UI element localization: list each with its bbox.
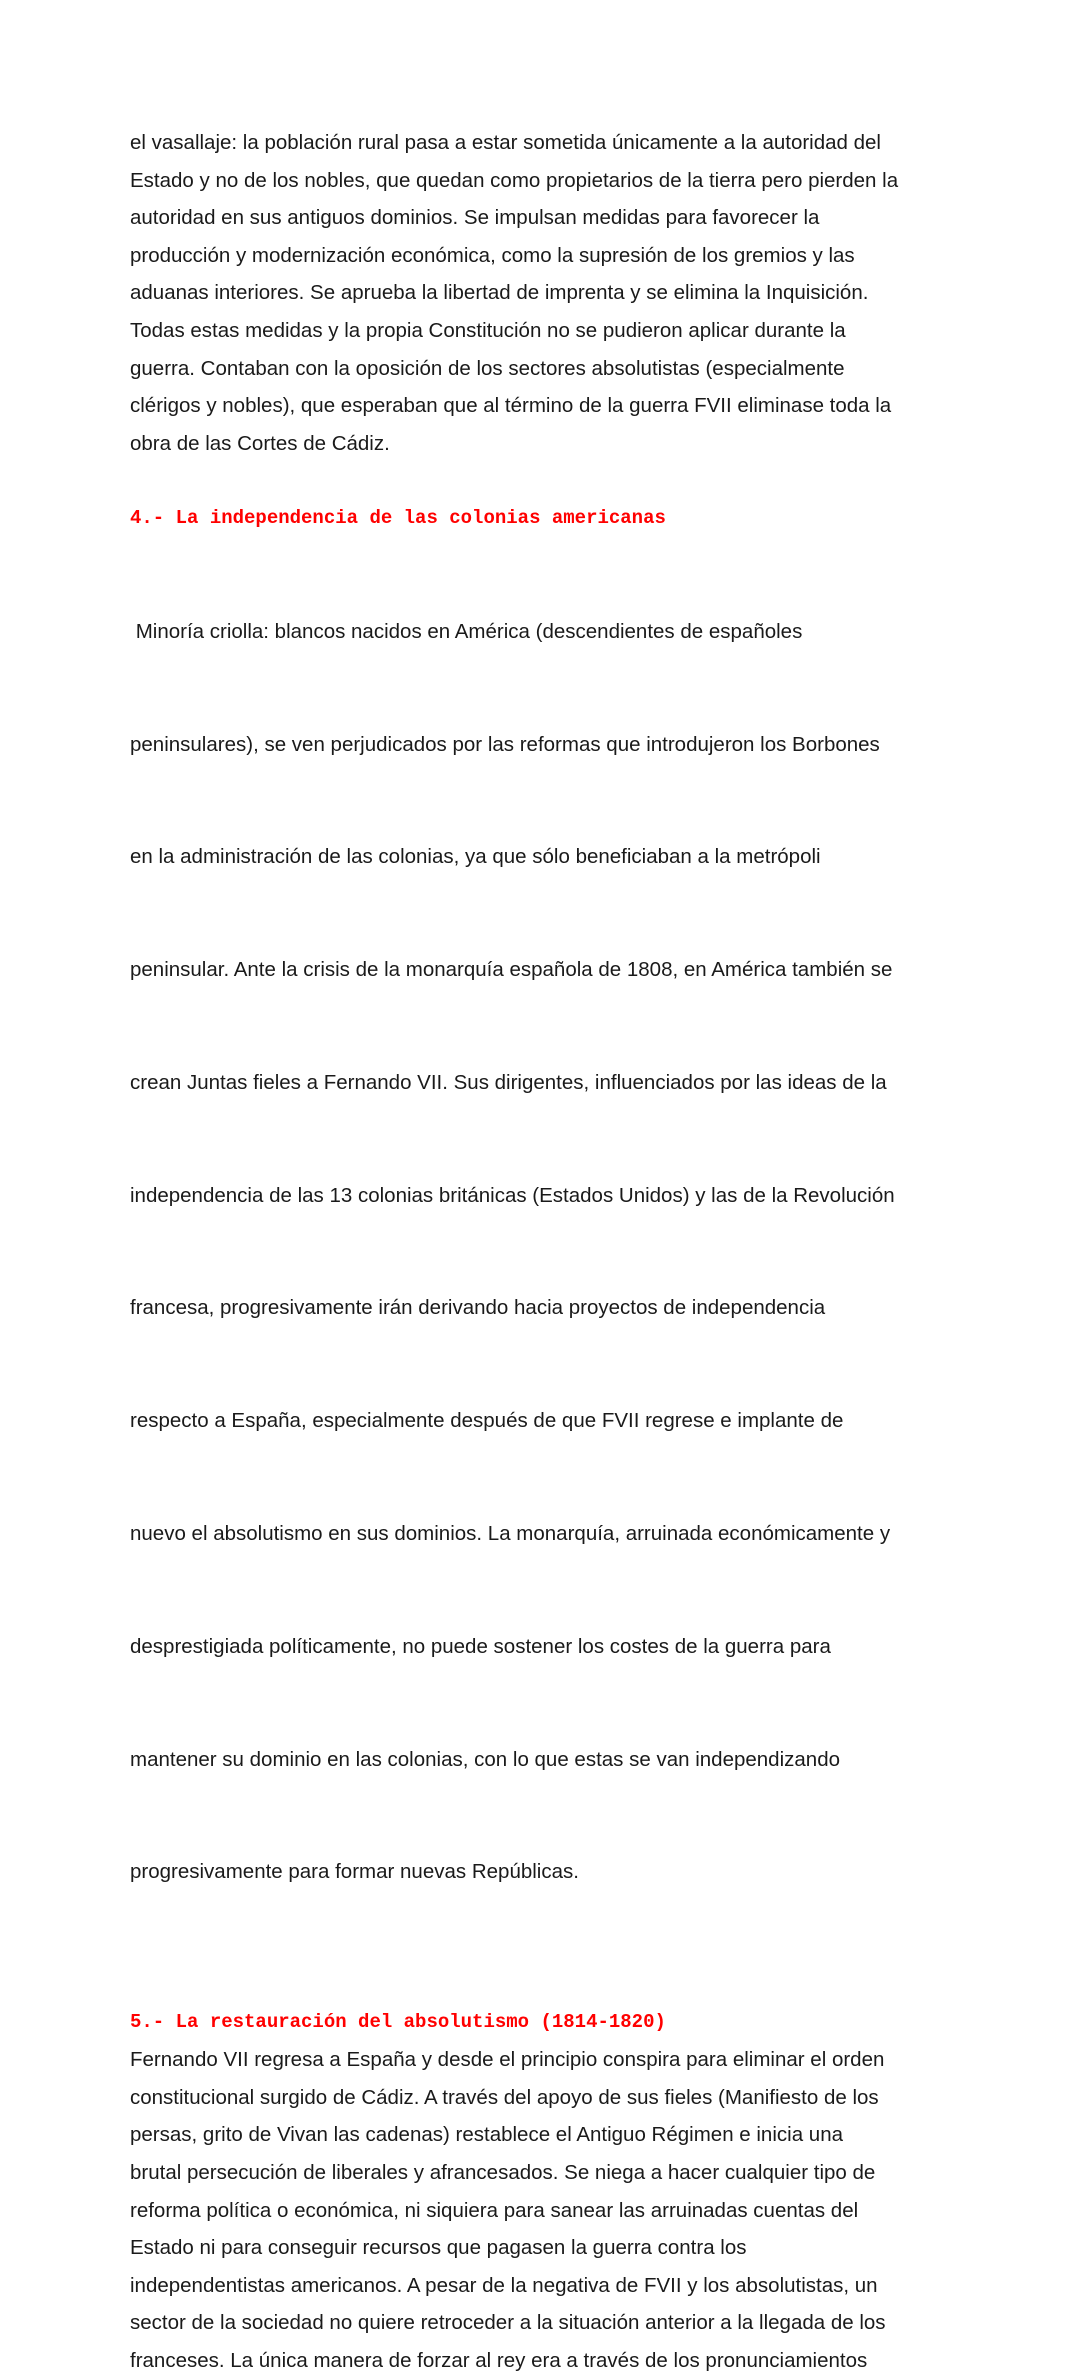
text-line: sector de la sociedad no quiere retroceder a la situación anterior a la llegada de los (130, 2311, 886, 2335)
text-line: Minoría criolla: blancos nacidos en América (descendientes de españoles (130, 619, 803, 643)
text-line: en la administración de las colonias, ya que sólo beneficiaban a la metrópoli (130, 845, 821, 869)
text-line: peninsulares), se ven perjudicados por las reformas que introdujeron los Borbones (130, 732, 880, 756)
text-line: persas, grito de Vivan las cadenas) restablece el Antiguo Régimen e inicia una (130, 2123, 843, 2147)
text-line: desprestigiada políticamente, no puede sostener los costes de la guerra para (130, 1634, 831, 1658)
text-line: progresivamente para formar nuevas Repúblicas. (130, 1860, 579, 1884)
paragraph-gap (130, 1966, 960, 2004)
text-line: clérigos y nobles), que esperaban que al término de la guerra FVII eliminase toda la (130, 394, 892, 418)
text-line: brutal persecución de liberales y afrancesados. Se niega a hacer cualquier tipo de (130, 2161, 876, 2185)
text-line: obra de las Cortes de Cádiz. (130, 431, 390, 455)
text-line: independentistas americanos. A pesar de la negativa de FVII y los absolutistas, un (130, 2273, 878, 2297)
text-line: Estado y no de los nobles, que quedan como propietarios de la tierra pero pierden la (130, 168, 899, 192)
text-line: autoridad en sus antiguos dominios. Se impulsan medidas para favorecer la (130, 206, 820, 230)
text-line: Fernando VII regresa a España y desde el principio conspira para eliminar el orden (130, 2048, 885, 2072)
text-line: respecto a España, especialmente después de que FVII regrese e implante de (130, 1409, 844, 1433)
text-line: guerra. Contaban con la oposición de los sectores absolutistas (especialmente (130, 356, 845, 380)
document-page (130, 124, 960, 2380)
text-line: Estado ni para conseguir recursos que pagasen la guerra contra los (130, 2236, 747, 2260)
text-line: reforma política o económica, ni siquiera para sanear las arruinadas cuentas del (130, 2198, 859, 2222)
section-5-heading: 5.- La restauración del absolutismo (1814-1820) (130, 2010, 666, 2033)
text-line: constitucional surgido de Cádiz. A través del apoyo de sus fieles (Manifiesto de los (130, 2085, 879, 2109)
text-line: aduanas interiores. Se aprueba la libertad de imprenta y se elimina la Inquisición. (130, 281, 869, 305)
section-4-paragraph (130, 538, 960, 1967)
text-line: nuevo el absolutismo en sus dominios. La monarquía, arruinada económicamente y (130, 1521, 891, 1545)
text-line: peninsular. Ante la crisis de la monarquía española de 1808, en América también se (130, 958, 893, 982)
text-line: mantener su dominio en las colonias, con lo que estas se van independizando (130, 1747, 840, 1771)
text-line: francesa, progresivamente irán derivando hacia proyectos de independencia (130, 1296, 826, 1320)
text-line: independencia de las 13 colonias británicas (Estados Unidos) y las de la Revolución (130, 1183, 895, 1207)
text-line: crean Juntas fieles a Fernando VII. Sus dirigentes, influenciados por las ideas de la (130, 1070, 887, 1094)
text-line: el vasallaje: la población rural pasa a estar sometida únicamente a la autoridad del (130, 131, 881, 154)
intro-paragraph (130, 124, 960, 462)
text-line: franceses. La única manera de forzar al rey era a través de los pronunciamientos (130, 2349, 868, 2373)
text-line: Todas estas medidas y la propia Constitución no se pudieron aplicar durante la (130, 318, 846, 342)
text-line: producción y modernización económica, como la supresión de los gremios y las (130, 243, 855, 267)
paragraph-gap (130, 462, 960, 500)
section-4-heading: 4.- La independencia de las colonias americanas (130, 506, 666, 529)
section-5-paragraph (130, 2041, 960, 2379)
